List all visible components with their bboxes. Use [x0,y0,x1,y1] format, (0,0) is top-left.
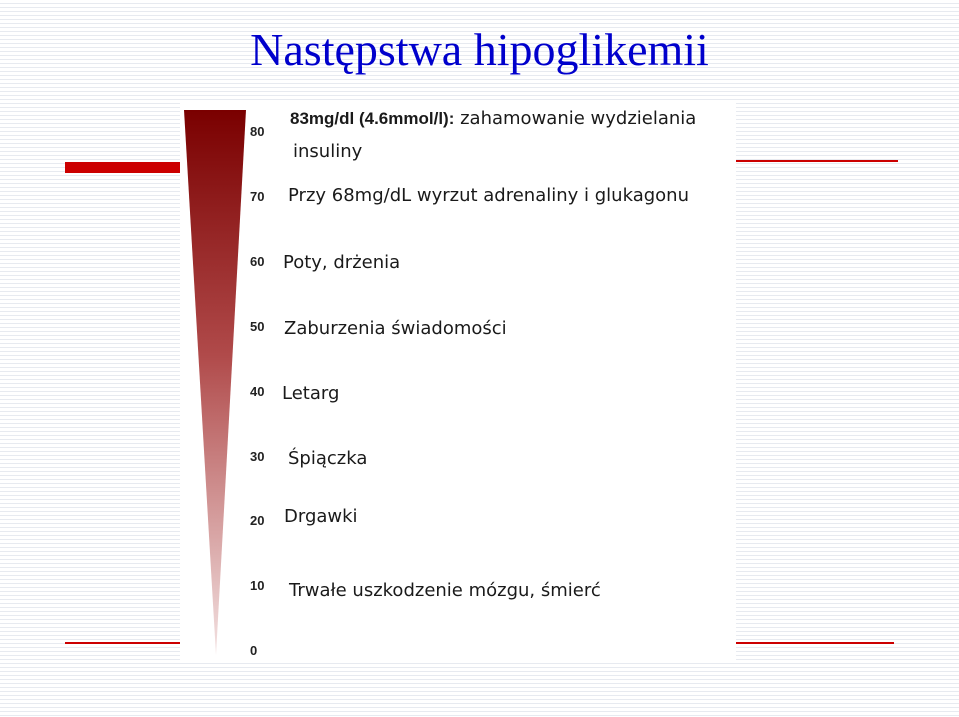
tick-label-30: 30 [250,449,265,464]
label-insulin-inhibition-text: zahamowanie wydzielania [460,108,697,129]
slide-title: Następstwa hipoglikemii [250,24,709,75]
tick-label-70: 70 [250,189,265,204]
tick-label-40: 40 [250,384,265,399]
label-consciousness-disorders: Zaburzenia świadomości [284,318,507,339]
label-lethargy: Letarg [282,383,340,404]
decorative-rule [65,642,180,644]
hypoglycemia-scale-diagram [180,100,736,663]
decorative-rule [736,642,894,644]
label-insulin-inhibition-line2: insuliny [293,141,363,162]
label-insulin-inhibition [290,108,696,130]
tick-label-20: 20 [250,513,265,528]
label-threshold-value: 83mg/dl (4.6mmol/l): [290,109,455,128]
decorative-rule [65,162,185,173]
tick-label-0: 0 [250,643,258,658]
label-sweating-tremor: Poty, drżenia [283,252,401,273]
label-adrenaline-glucagon: Przy 68mg/dL wyrzut adrenaliny i glukagonu [288,185,689,206]
label-brain-damage-death: Trwałe uszkodzenie mózgu, śmierć [289,580,601,601]
wedge-shape [184,110,246,655]
tick-label-60: 60 [250,254,265,269]
label-coma: Śpiączka [288,448,368,469]
tick-label-50: 50 [250,319,265,334]
decorative-rule [736,160,898,162]
label-seizures: Drgawki [284,506,358,527]
tick-label-10: 10 [250,578,265,593]
tick-label-80: 80 [250,124,265,139]
glucose-wedge [180,100,250,663]
